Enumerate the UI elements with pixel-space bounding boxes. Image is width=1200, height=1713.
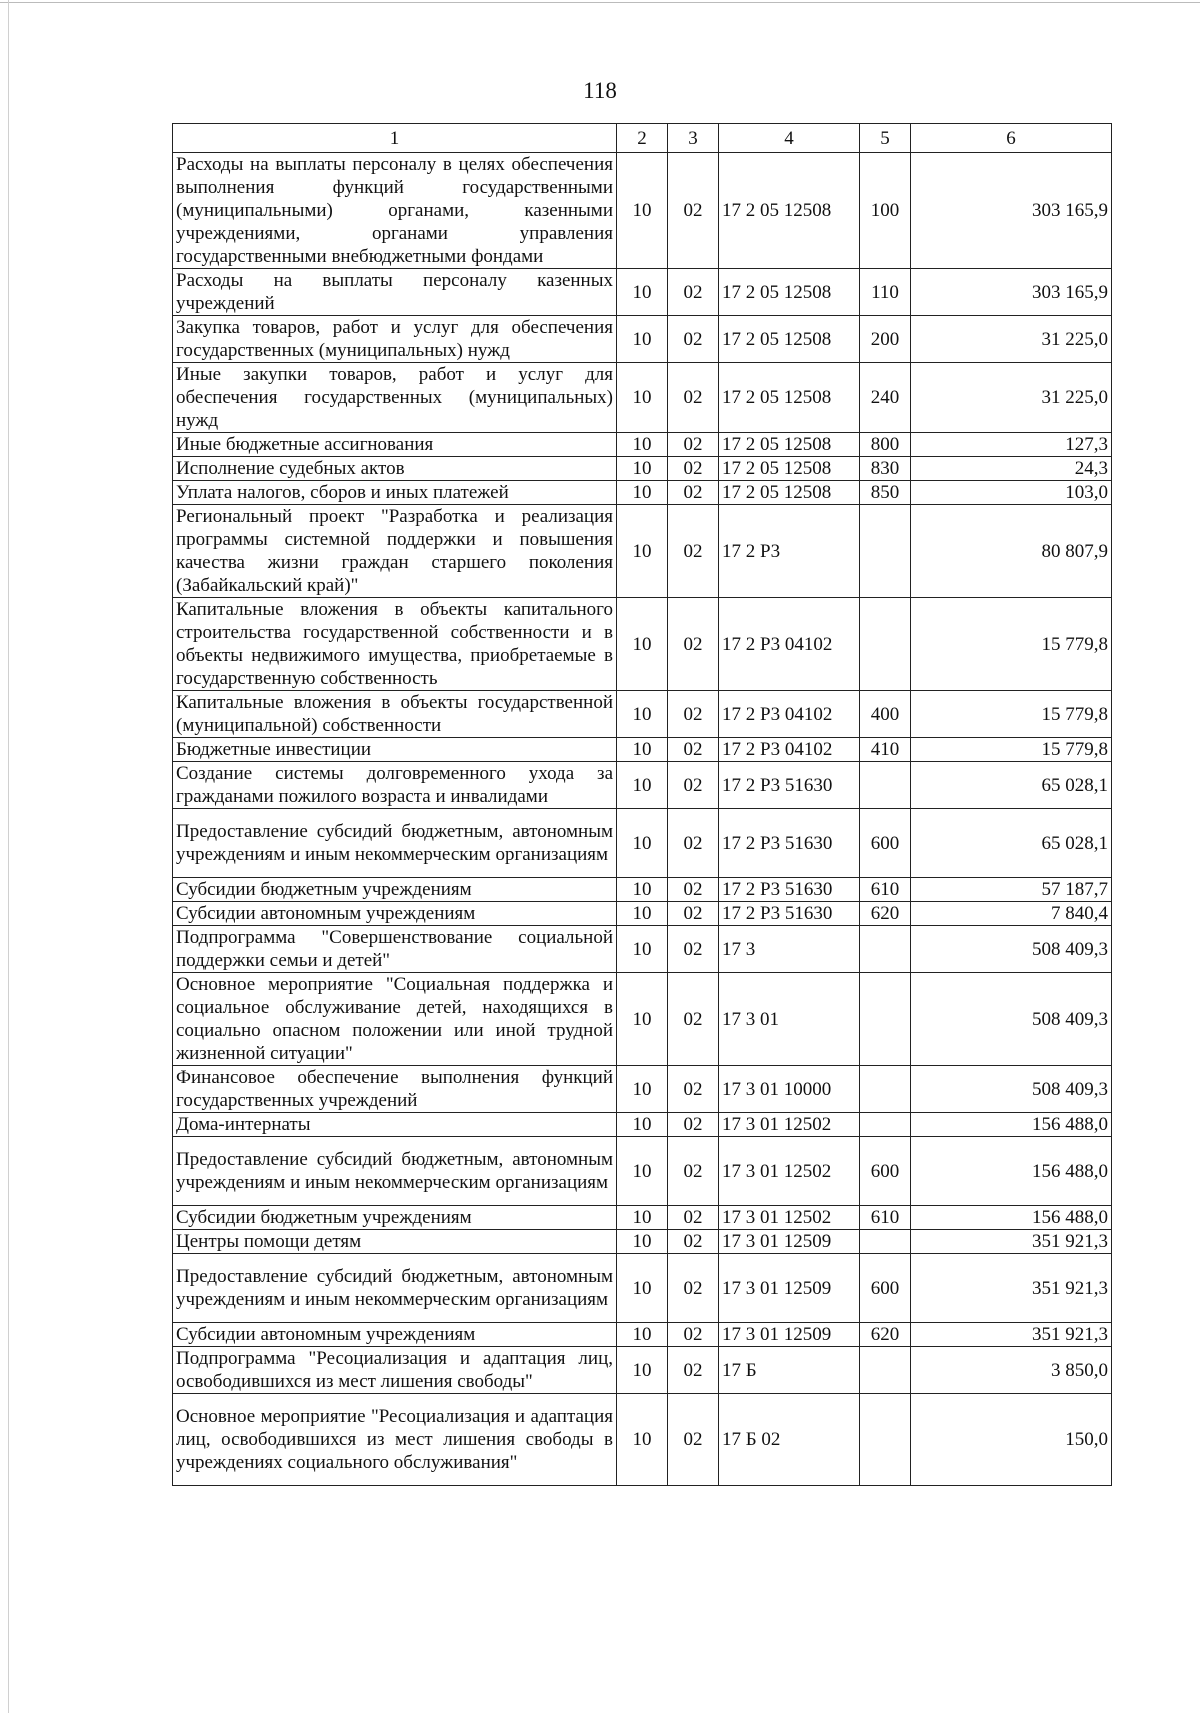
table-row xyxy=(173,1230,1112,1254)
row-expense-type-cell xyxy=(860,505,911,598)
row-section-cell: 10 xyxy=(617,481,668,505)
row-section-cell: 10 xyxy=(617,153,668,269)
row-subsection-cell: 02 xyxy=(668,1137,719,1206)
header-col-6: 6 xyxy=(911,124,1112,153)
row-name-cell: Иные бюджетные ассигнования xyxy=(173,433,617,457)
row-subsection-cell: 02 xyxy=(668,1066,719,1113)
row-target-article-cell: 17 3 01 12509 xyxy=(719,1230,860,1254)
row-amount-cell: 31 225,0 xyxy=(911,363,1112,433)
row-name-cell: Расходы на выплаты персоналу в целях обеспечения выполнения функций государственными (муниципальными) органами, казенными учреждениями, органами управления государственными внебюджетными фондами xyxy=(173,153,617,269)
row-expense-type-cell: 100 xyxy=(860,153,911,269)
row-amount-cell: 103,0 xyxy=(911,481,1112,505)
table-row xyxy=(173,1137,1112,1206)
row-subsection-cell: 02 xyxy=(668,598,719,691)
row-amount-cell: 351 921,3 xyxy=(911,1323,1112,1347)
row-expense-type-cell xyxy=(860,1347,911,1394)
row-section-cell: 10 xyxy=(617,762,668,809)
row-name-cell: Субсидии автономным учреждениям xyxy=(173,902,617,926)
row-expense-type-cell: 850 xyxy=(860,481,911,505)
table-row xyxy=(173,433,1112,457)
row-target-article-cell: 17 2 05 12508 xyxy=(719,363,860,433)
row-section-cell: 10 xyxy=(617,738,668,762)
table-row xyxy=(173,878,1112,902)
row-subsection-cell: 02 xyxy=(668,1254,719,1323)
table-row xyxy=(173,363,1112,433)
table-body xyxy=(173,153,1112,1486)
row-target-article-cell: 17 2 P3 04102 xyxy=(719,598,860,691)
row-name-cell: Капитальные вложения в объекты капитального строительства государственной собственности и в объекты недвижимого имущества, приобретаемые в государственную собственность xyxy=(173,598,617,691)
row-expense-type-cell: 600 xyxy=(860,1137,911,1206)
row-expense-type-cell xyxy=(860,598,911,691)
row-subsection-cell: 02 xyxy=(668,433,719,457)
row-section-cell: 10 xyxy=(617,363,668,433)
row-target-article-cell: 17 2 05 12508 xyxy=(719,433,860,457)
row-expense-type-cell: 800 xyxy=(860,433,911,457)
row-subsection-cell: 02 xyxy=(668,902,719,926)
row-subsection-cell: 02 xyxy=(668,481,719,505)
row-amount-cell: 351 921,3 xyxy=(911,1230,1112,1254)
row-subsection-cell: 02 xyxy=(668,1394,719,1486)
table-row xyxy=(173,153,1112,269)
row-amount-cell: 156 488,0 xyxy=(911,1137,1112,1206)
header-col-4: 4 xyxy=(719,124,860,153)
row-section-cell: 10 xyxy=(617,316,668,363)
row-section-cell: 10 xyxy=(617,1323,668,1347)
header-col-2: 2 xyxy=(617,124,668,153)
row-subsection-cell: 02 xyxy=(668,457,719,481)
row-name-cell: Создание системы долговременного ухода за гражданами пожилого возраста и инвалидами xyxy=(173,762,617,809)
row-name-cell: Субсидии бюджетным учреждениям xyxy=(173,878,617,902)
row-amount-cell: 31 225,0 xyxy=(911,316,1112,363)
row-amount-cell: 127,3 xyxy=(911,433,1112,457)
row-amount-cell: 150,0 xyxy=(911,1394,1112,1486)
row-subsection-cell: 02 xyxy=(668,1347,719,1394)
row-expense-type-cell xyxy=(860,1394,911,1486)
row-expense-type-cell: 110 xyxy=(860,269,911,316)
row-expense-type-cell: 400 xyxy=(860,691,911,738)
row-expense-type-cell xyxy=(860,1230,911,1254)
row-amount-cell: 57 187,7 xyxy=(911,878,1112,902)
row-target-article-cell: 17 2 P3 51630 xyxy=(719,809,860,878)
row-subsection-cell: 02 xyxy=(668,926,719,973)
row-name-cell: Уплата налогов, сборов и иных платежей xyxy=(173,481,617,505)
row-name-cell: Подпрограмма "Ресоциализация и адаптация лиц, освободившихся из мест лишения свободы" xyxy=(173,1347,617,1394)
row-subsection-cell: 02 xyxy=(668,153,719,269)
row-subsection-cell: 02 xyxy=(668,738,719,762)
row-target-article-cell: 17 Б 02 xyxy=(719,1394,860,1486)
row-target-article-cell: 17 2 P3 04102 xyxy=(719,691,860,738)
row-target-article-cell: 17 3 01 12502 xyxy=(719,1206,860,1230)
row-subsection-cell: 02 xyxy=(668,316,719,363)
row-name-cell: Дома-интернаты xyxy=(173,1113,617,1137)
row-target-article-cell: 17 2 05 12508 xyxy=(719,269,860,316)
table-row xyxy=(173,691,1112,738)
table-row xyxy=(173,481,1112,505)
row-section-cell: 10 xyxy=(617,1394,668,1486)
row-name-cell: Предоставление субсидий бюджетным, автономным учреждениям и иным некоммерческим организациям xyxy=(173,809,617,878)
row-name-cell: Субсидии автономным учреждениям xyxy=(173,1323,617,1347)
row-subsection-cell: 02 xyxy=(668,269,719,316)
row-target-article-cell: 17 3 01 10000 xyxy=(719,1066,860,1113)
row-expense-type-cell: 610 xyxy=(860,1206,911,1230)
row-target-article-cell: 17 2 P3 04102 xyxy=(719,738,860,762)
row-expense-type-cell: 410 xyxy=(860,738,911,762)
row-section-cell: 10 xyxy=(617,1137,668,1206)
row-name-cell: Финансовое обеспечение выполнения функций государственных учреждений xyxy=(173,1066,617,1113)
row-section-cell: 10 xyxy=(617,1347,668,1394)
row-expense-type-cell xyxy=(860,762,911,809)
row-amount-cell: 351 921,3 xyxy=(911,1254,1112,1323)
row-name-cell: Бюджетные инвестиции xyxy=(173,738,617,762)
row-amount-cell: 156 488,0 xyxy=(911,1113,1112,1137)
row-name-cell: Региональный проект "Разработка и реализация программы системной поддержки и повышения качества жизни граждан старшего поколения (Забайкальский край)" xyxy=(173,505,617,598)
row-amount-cell: 24,3 xyxy=(911,457,1112,481)
table-row xyxy=(173,1394,1112,1486)
row-section-cell: 10 xyxy=(617,1113,668,1137)
row-target-article-cell: 17 3 01 12502 xyxy=(719,1137,860,1206)
row-section-cell: 10 xyxy=(617,457,668,481)
row-amount-cell: 65 028,1 xyxy=(911,809,1112,878)
row-target-article-cell: 17 2 P3 xyxy=(719,505,860,598)
table-row xyxy=(173,1323,1112,1347)
budget-table xyxy=(172,123,1112,1486)
row-subsection-cell: 02 xyxy=(668,1230,719,1254)
row-subsection-cell: 02 xyxy=(668,762,719,809)
row-subsection-cell: 02 xyxy=(668,1323,719,1347)
table-row xyxy=(173,902,1112,926)
row-expense-type-cell: 610 xyxy=(860,878,911,902)
row-amount-cell: 65 028,1 xyxy=(911,762,1112,809)
row-amount-cell: 15 779,8 xyxy=(911,691,1112,738)
row-expense-type-cell: 600 xyxy=(860,1254,911,1323)
row-expense-type-cell: 600 xyxy=(860,809,911,878)
row-name-cell: Субсидии бюджетным учреждениям xyxy=(173,1206,617,1230)
row-name-cell: Центры помощи детям xyxy=(173,1230,617,1254)
row-expense-type-cell xyxy=(860,1066,911,1113)
row-expense-type-cell: 830 xyxy=(860,457,911,481)
row-name-cell: Расходы на выплаты персоналу казенных учреждений xyxy=(173,269,617,316)
row-expense-type-cell: 240 xyxy=(860,363,911,433)
row-target-article-cell: 17 2 05 12508 xyxy=(719,457,860,481)
row-section-cell: 10 xyxy=(617,433,668,457)
table-row xyxy=(173,1113,1112,1137)
row-section-cell: 10 xyxy=(617,269,668,316)
row-amount-cell: 3 850,0 xyxy=(911,1347,1112,1394)
row-section-cell: 10 xyxy=(617,1206,668,1230)
table-row xyxy=(173,973,1112,1066)
row-subsection-cell: 02 xyxy=(668,691,719,738)
row-name-cell: Капитальные вложения в объекты государственной (муниципальной) собственности xyxy=(173,691,617,738)
row-section-cell: 10 xyxy=(617,691,668,738)
row-target-article-cell: 17 2 05 12508 xyxy=(719,153,860,269)
row-target-article-cell: 17 2 05 12508 xyxy=(719,316,860,363)
row-name-cell: Закупка товаров, работ и услуг для обеспечения государственных (муниципальных) нужд xyxy=(173,316,617,363)
table-row xyxy=(173,457,1112,481)
row-section-cell: 10 xyxy=(617,1230,668,1254)
table-row xyxy=(173,1206,1112,1230)
table-row xyxy=(173,738,1112,762)
row-target-article-cell: 17 Б xyxy=(719,1347,860,1394)
row-amount-cell: 303 165,9 xyxy=(911,153,1112,269)
table-row xyxy=(173,269,1112,316)
row-amount-cell: 7 840,4 xyxy=(911,902,1112,926)
scan-top-edge xyxy=(0,2,1200,3)
row-section-cell: 10 xyxy=(617,973,668,1066)
row-amount-cell: 156 488,0 xyxy=(911,1206,1112,1230)
header-col-3: 3 xyxy=(668,124,719,153)
row-amount-cell: 15 779,8 xyxy=(911,738,1112,762)
row-target-article-cell: 17 2 P3 51630 xyxy=(719,762,860,809)
row-amount-cell: 508 409,3 xyxy=(911,973,1112,1066)
row-amount-cell: 508 409,3 xyxy=(911,1066,1112,1113)
row-section-cell: 10 xyxy=(617,598,668,691)
row-subsection-cell: 02 xyxy=(668,505,719,598)
header-col-1: 1 xyxy=(173,124,617,153)
row-expense-type-cell: 620 xyxy=(860,1323,911,1347)
row-section-cell: 10 xyxy=(617,1254,668,1323)
row-amount-cell: 303 165,9 xyxy=(911,269,1112,316)
row-target-article-cell: 17 2 05 12508 xyxy=(719,481,860,505)
table-row xyxy=(173,1347,1112,1394)
row-name-cell: Основное мероприятие "Ресоциализация и адаптация лиц, освободившихся из мест лишения свободы в учреждениях социального обслуживания" xyxy=(173,1394,617,1486)
row-expense-type-cell xyxy=(860,926,911,973)
row-subsection-cell: 02 xyxy=(668,878,719,902)
row-target-article-cell: 17 3 01 12509 xyxy=(719,1254,860,1323)
row-subsection-cell: 02 xyxy=(668,1206,719,1230)
row-expense-type-cell xyxy=(860,973,911,1066)
row-target-article-cell: 17 3 01 12509 xyxy=(719,1323,860,1347)
row-target-article-cell: 17 2 P3 51630 xyxy=(719,878,860,902)
row-target-article-cell: 17 2 P3 51630 xyxy=(719,902,860,926)
row-expense-type-cell: 200 xyxy=(860,316,911,363)
table-row xyxy=(173,809,1112,878)
row-expense-type-cell xyxy=(860,1113,911,1137)
row-subsection-cell: 02 xyxy=(668,973,719,1066)
row-section-cell: 10 xyxy=(617,1066,668,1113)
row-amount-cell: 80 807,9 xyxy=(911,505,1112,598)
row-name-cell: Предоставление субсидий бюджетным, автономным учреждениям и иным некоммерческим организациям xyxy=(173,1254,617,1323)
table-row xyxy=(173,505,1112,598)
row-expense-type-cell: 620 xyxy=(860,902,911,926)
row-name-cell: Основное мероприятие "Социальная поддержка и социальное обслуживание детей, находящихся в социально опасном положении или иной трудной жизненной ситуации" xyxy=(173,973,617,1066)
row-section-cell: 10 xyxy=(617,505,668,598)
table-row xyxy=(173,1066,1112,1113)
row-section-cell: 10 xyxy=(617,902,668,926)
header-col-5: 5 xyxy=(860,124,911,153)
row-section-cell: 10 xyxy=(617,926,668,973)
row-name-cell: Иные закупки товаров, работ и услуг для обеспечения государственных (муниципальных) нужд xyxy=(173,363,617,433)
row-name-cell: Исполнение судебных актов xyxy=(173,457,617,481)
table-row xyxy=(173,598,1112,691)
row-target-article-cell: 17 3 01 12502 xyxy=(719,1113,860,1137)
row-section-cell: 10 xyxy=(617,878,668,902)
table-row xyxy=(173,316,1112,363)
table-row xyxy=(173,762,1112,809)
row-amount-cell: 508 409,3 xyxy=(911,926,1112,973)
row-name-cell: Предоставление субсидий бюджетным, автономным учреждениям и иным некоммерческим организациям xyxy=(173,1137,617,1206)
row-name-cell: Подпрограмма "Совершенствование социальной поддержки семьи и детей" xyxy=(173,926,617,973)
table-header-row xyxy=(173,124,1112,153)
scan-left-edge xyxy=(8,0,9,1713)
row-subsection-cell: 02 xyxy=(668,1113,719,1137)
row-target-article-cell: 17 3 xyxy=(719,926,860,973)
row-section-cell: 10 xyxy=(617,809,668,878)
row-amount-cell: 15 779,8 xyxy=(911,598,1112,691)
table-row xyxy=(173,926,1112,973)
table-row xyxy=(173,1254,1112,1323)
row-subsection-cell: 02 xyxy=(668,363,719,433)
page-number: 118 xyxy=(583,78,617,103)
row-subsection-cell: 02 xyxy=(668,809,719,878)
row-target-article-cell: 17 3 01 xyxy=(719,973,860,1066)
